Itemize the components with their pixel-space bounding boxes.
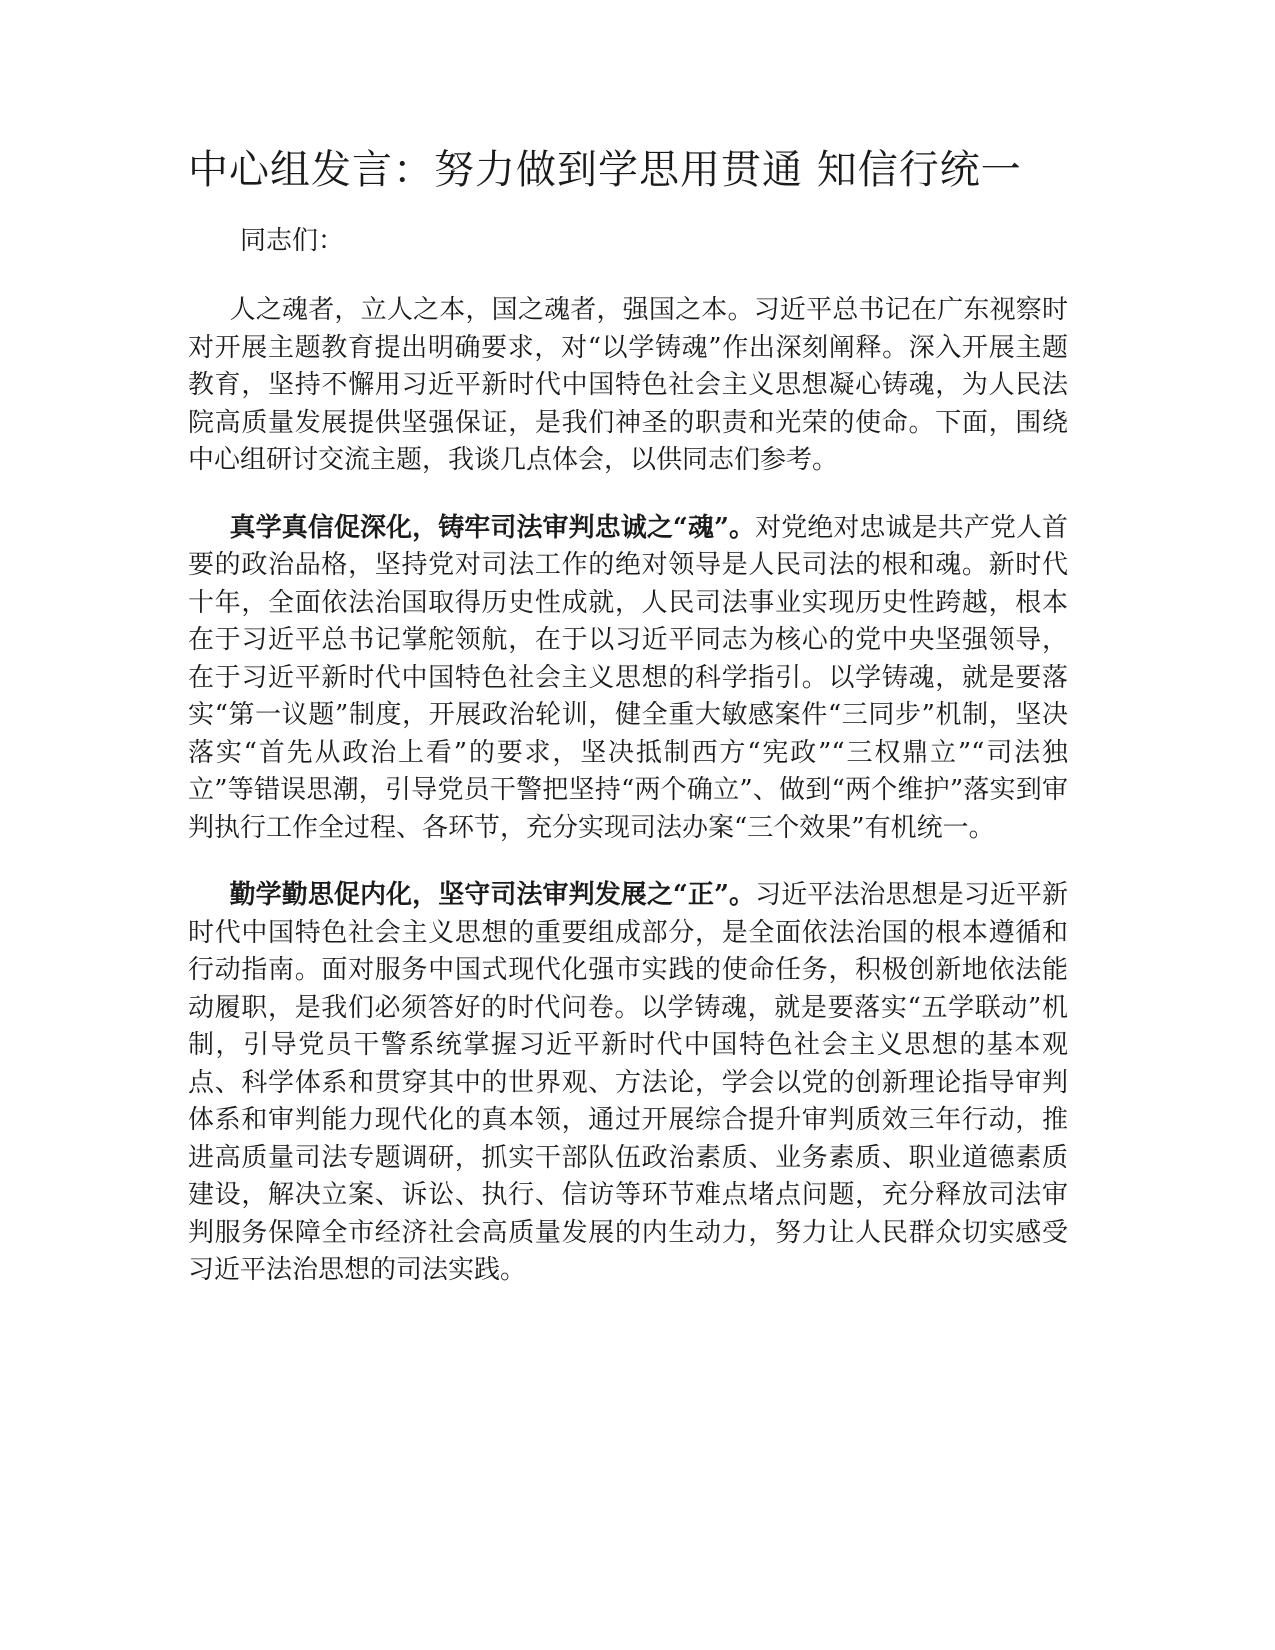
- section-paragraph-1: [188, 510, 1068, 848]
- section-body-2: 习近平法治思想是习近平新时代中国特色社会主义思想的重要组成部分，是全面依法治国的根本遵循和行动指南。面对服务中国式现代化强市实践的使命任务，积极创新地依法能动履职，是我们必须答好的时代问卷。以学铸魂，就是要落实“五学联动”机制，引导党员干警系统掌握习近平新时代中国特色社会主义思想的基本观点、科学体系和贯穿其中的世界观、方法论，学会以党的创新理论指导审判体系和审判能力现代化的真本领，通过开展综合提升审判质效三年行动，推进高质量司法专题调研，抓实干部队伍政治素质、业务素质、职业道德素质建设，解决立案、诉讼、执行、信访等环节难点堵点问题，充分释放司法审判服务保障全市经济社会高质量发展的内生动力，努力让人民群众切实感受习近平法治思想的司法实践。: [188, 880, 1068, 1285]
- salutation: 同志们：: [240, 226, 345, 256]
- intro-paragraph: 人之魂者，立人之本，国之魂者，强国之本。习近平总书记在广东视察时对开展主题教育提出明确要求，对“以学铸魂”作出深刻阐释。深入开展主题教育，坚持不懈用习近平新时代中国特色社会主义思想凝心铸魂，为人民法院高质量发展提供坚强保证，是我们神圣的职责和光荣的使命。下面，围绕中心组研讨交流主题，我谈几点体会，以供同志们参考。: [188, 295, 1068, 475]
- document-page: [188, 140, 1068, 1320]
- section-heading-1: 真学真信促深化，铸牢司法审判忠诚之“魂”。: [229, 512, 756, 543]
- document-title: 中心组发言：努力做到学思用贯通 知信行统一: [188, 147, 1022, 193]
- section-paragraph-2: [188, 877, 1068, 1290]
- section-heading-2: 勤学勤思促内化，坚守司法审判发展之“正”。: [229, 880, 756, 910]
- section-body-1: 对党绝对忠诚是共产党人首要的政治品格，坚持党对司法工作的绝对领导是人民司法的根和魂。新时代十年，全面依法治国取得历史性成就，人民司法事业实现历史性跨越，根本在于习近平总书记掌舵领航，在于以习近平同志为核心的党中央坚强领导，在于习近平新时代中国特色社会主义思想的科学指引。以学铸魂，就是要落实“第一议题”制度，开展政治轮训，健全重大敏感案件“三同步”机制，坚决落实“首先从政治上看”的要求，坚决抵制西方“宪政”“三权鼎立”“司法独立”等错误思潮，引导党员干警把坚持“两个确立”、做到“两个维护”落实到审判执行工作全过程、各环节，充分实现司法办案“三个效果”有机统一。: [188, 512, 1068, 843]
